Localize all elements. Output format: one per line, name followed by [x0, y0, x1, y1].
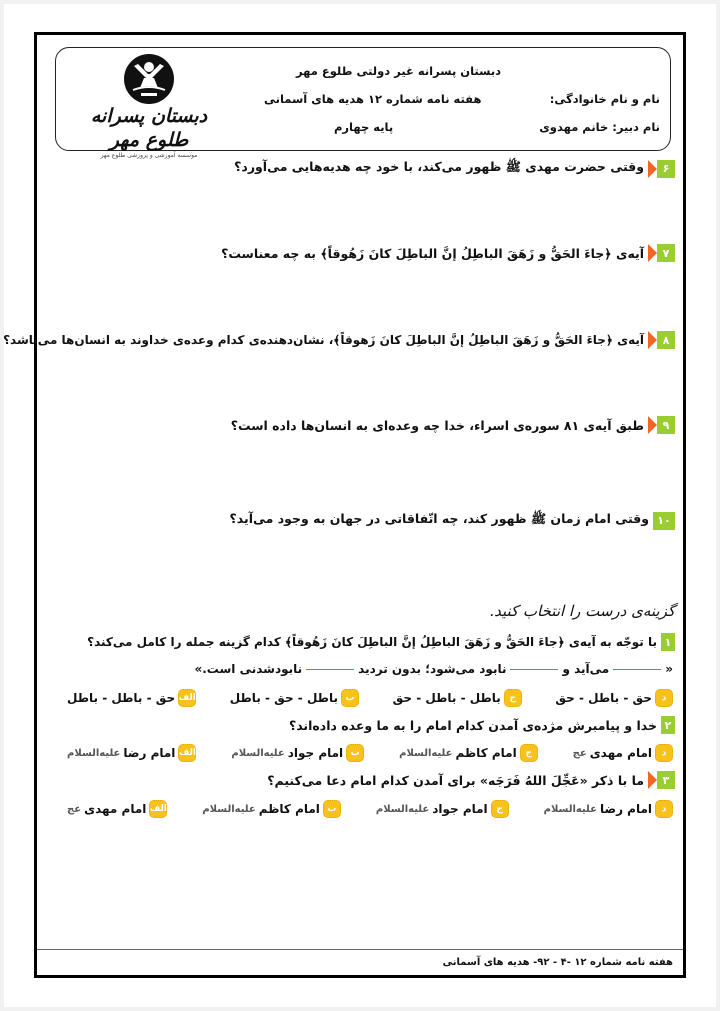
logo-text: دبستان پسرانه طلوع مهر	[90, 105, 208, 151]
school-logo	[84, 54, 214, 159]
mc-question-2	[289, 716, 675, 734]
question-number-badge: ۱۰	[653, 512, 675, 530]
question-8	[3, 331, 675, 349]
question-text: وقتی امام زمان ﷺ ظهور کند، چه اتّفاقاتی در جهان به وجود می‌آید؟	[229, 511, 649, 526]
school-name: دبستان پسرانه غیر دولتی طلوع مهر	[296, 64, 502, 78]
option-jim[interactable]: ج امام کاظم علیه‌السلام	[399, 744, 538, 762]
question-number-badge: ۲	[661, 716, 675, 734]
option-jim[interactable]: ج باطل - باطل - حق	[393, 689, 522, 707]
blank-1	[613, 669, 661, 670]
salutation-icon: علیه‌السلام	[543, 803, 597, 815]
option-be[interactable]: ب باطل - حق - باطل	[230, 689, 359, 707]
option-alef[interactable]: الف امام رضا علیه‌السلام	[67, 746, 196, 760]
mc-2-options	[67, 744, 673, 762]
logo-subtext: موسسه آموزشی و پرورشی طلوع مهر	[100, 152, 198, 159]
student-name-label: نام و نام خانوادگی:	[549, 92, 660, 106]
question-text: با توجّه به آیه‌ی ﴿جاءَ الحَقُّ و زَهَقَ الباطِلُ إنَّ الباطِلَ کانَ زَهُوقاً﴾ کدام گزینه جمله را کامل می‌کند؟	[87, 635, 657, 649]
footer-divider	[37, 949, 683, 950]
section-title: گزینه‌ی درست را انتخاب کنید.	[489, 602, 675, 620]
mc-3-options	[67, 800, 673, 818]
footer-text: هفته نامه شماره ۱۲ -۴ - ۹۲- هدیه های آسمانی	[442, 957, 673, 968]
salutation-icon: علیه‌السلام	[231, 747, 285, 759]
blank-2	[510, 669, 558, 670]
option-jim[interactable]: ج امام جواد علیه‌السلام	[376, 800, 509, 818]
option-dal[interactable]: د امام رضا علیه‌السلام	[544, 800, 673, 818]
question-text: طبق آیه‌ی ۸۱ سوره‌ی اسراء، خدا چه وعده‌ای به انسان‌ها داده است؟	[230, 417, 644, 433]
question-number-badge: ۱	[661, 633, 675, 651]
salutation-icon: عج	[67, 803, 82, 815]
option-dal[interactable]: د امام مهدی عج	[573, 744, 673, 762]
page-frame	[3, 32, 686, 978]
question-number-badge: ۷	[648, 244, 675, 262]
question-number-badge: ۶	[648, 160, 675, 178]
salutation-icon: علیه‌السلام	[375, 803, 430, 815]
option-alef[interactable]: الف امام مهدی عج	[67, 802, 167, 816]
question-number-badge: ۹	[648, 416, 675, 434]
option-be[interactable]: ب امام کاظم علیه‌السلام	[202, 800, 341, 818]
worksheet-page	[4, 4, 716, 1007]
teacher-label: نام دبیر: خانم مهدوی	[539, 120, 660, 134]
option-dal[interactable]: د حق - باطل - حق	[555, 689, 673, 707]
child-in-circle-logo-icon	[124, 54, 174, 104]
question-9	[231, 416, 675, 434]
option-be[interactable]: ب امام جواد علیه‌السلام	[231, 744, 364, 762]
salutation-icon: عج	[572, 747, 587, 759]
question-10	[230, 511, 675, 530]
question-text: خدا و پیامبرش مژده‌ی آمدن کدام امام را به ما وعده داده‌اند؟	[288, 717, 657, 733]
salutation-icon: علیه‌السلام	[67, 747, 121, 759]
mc-question-1	[87, 633, 675, 651]
option-alef[interactable]: الف حق - باطل - باطل	[67, 691, 196, 705]
salutation-icon: علیه‌السلام	[202, 803, 256, 815]
salutation-icon: علیه‌السلام	[399, 747, 453, 759]
mc-1-options	[67, 689, 673, 707]
grade-label: پایه چهارم	[334, 120, 394, 134]
fill-in-sentence: «می‌آید ونابود می‌شود؛ بدون تردیدنابودشدنی است.»	[194, 662, 673, 676]
mc-question-3	[267, 771, 675, 789]
question-text: وقتی حضرت مهدی ﷺ ظهور می‌کند، با خود چه هدیه‌هایی می‌آورد؟	[234, 159, 644, 174]
header-box	[55, 47, 671, 159]
worksheet-title: هفته نامه شماره ۱۲ هدیه های آسمانی	[264, 92, 482, 106]
question-text: آیه‌ی ﴿جاءَ الحَقُّ و زَهَقَ الباطِلُ إنَّ الباطِلَ کانَ زَهوقاً﴾، نشان‌دهنده‌ی کدام وعده‌ی خداوند به انسان‌ها می‌باشد؟	[3, 333, 644, 347]
question-number-badge: ۳	[648, 771, 675, 789]
question-number-badge: ۸	[648, 331, 675, 349]
blank-3	[306, 669, 354, 670]
question-text: ما با ذکر «عَجِّلَ اللهُ فَرَجَه» برای آمدن کدام امام دعا می‌کنیم؟	[267, 772, 644, 788]
question-6	[234, 159, 675, 178]
question-text: آیه‌ی ﴿جاءَ الحَقُّ و زَهَقَ الباطِلُ إنَّ الباطِلَ کانَ زَهُوقاً﴾ به چه معناست؟	[221, 245, 644, 261]
question-7	[221, 244, 675, 262]
